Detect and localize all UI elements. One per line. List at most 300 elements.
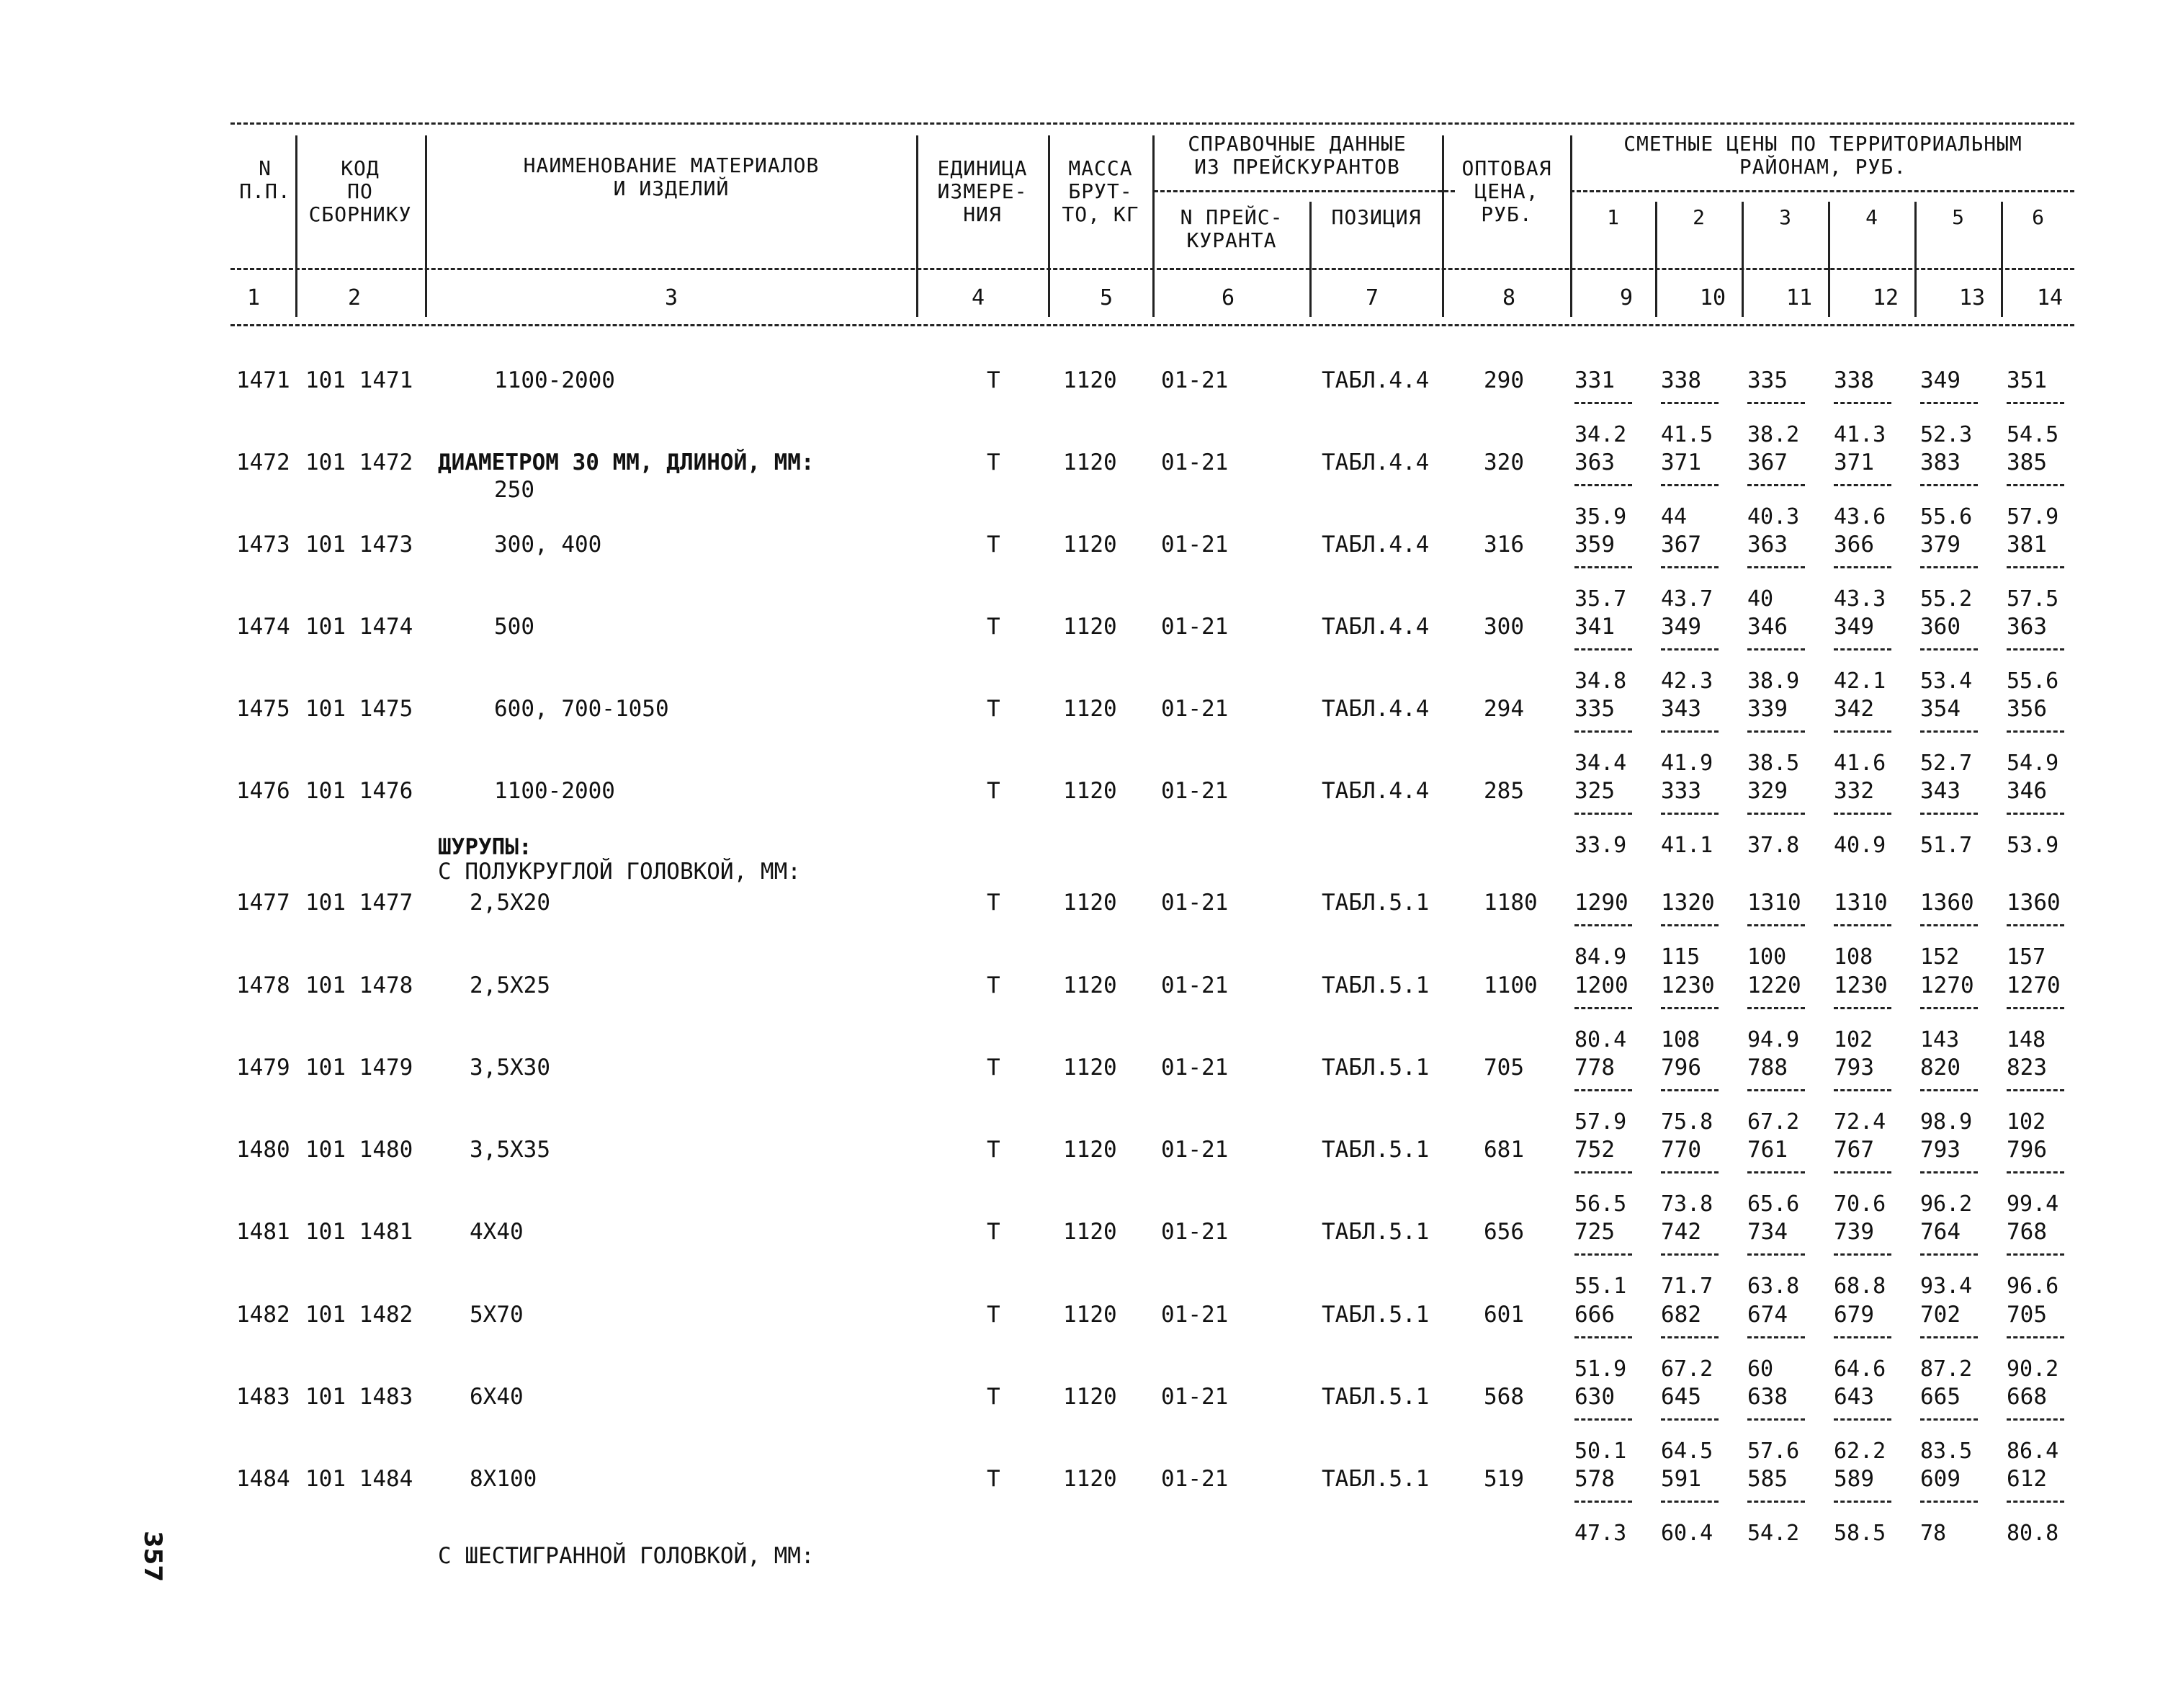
row-mass: 1120	[1063, 614, 1117, 640]
fraction-rule	[1661, 648, 1719, 650]
colnum: 5	[1099, 285, 1114, 310]
fraction-rule	[1661, 1501, 1719, 1503]
region-price-sub: 84.9	[1574, 944, 1627, 970]
ref-subheader-rule	[1154, 190, 1455, 192]
region-price-sub: 51.7	[1920, 833, 1973, 858]
region-price: 367	[1661, 532, 1701, 558]
region-price-sub: 56.5	[1574, 1191, 1627, 1217]
region-price: 1360	[1920, 890, 1974, 916]
region-price-sub: 55.1	[1574, 1274, 1627, 1299]
fraction-rule	[1747, 1336, 1805, 1338]
colnum: 8	[1502, 285, 1516, 310]
fraction-rule	[1747, 813, 1805, 815]
row-mass: 1120	[1063, 450, 1117, 475]
region-price-sub: 57.6	[1747, 1439, 1800, 1464]
region-price-sub: 34.4	[1574, 751, 1627, 776]
region-price: 349	[1920, 367, 1961, 393]
region-price: 1270	[1920, 973, 1974, 998]
region-price: 1320	[1661, 890, 1715, 916]
row-number: 1475	[236, 696, 290, 722]
row-position: ТАБЛ.5.1	[1322, 1137, 1430, 1163]
row-code: 101 1479	[305, 1055, 413, 1081]
fraction-rule	[2007, 730, 2064, 733]
region-price: 739	[1834, 1219, 1874, 1245]
region-price: 363	[2007, 614, 2047, 640]
row-wholesale-price: 1100	[1484, 973, 1538, 998]
fraction-rule	[1920, 924, 1978, 926]
fraction-rule	[2007, 1253, 2064, 1256]
region-price-sub: 37.8	[1747, 833, 1800, 858]
region-price: 638	[1747, 1384, 1788, 1410]
region-price: 734	[1747, 1219, 1788, 1245]
region-price-sub: 60	[1747, 1356, 1774, 1382]
row-pricelist: 01-21	[1161, 1219, 1229, 1245]
region-price-sub: 57.5	[2007, 586, 2059, 612]
region-price: 796	[1661, 1055, 1701, 1081]
row-pricelist: 01-21	[1161, 367, 1229, 393]
row-pricelist: 01-21	[1161, 450, 1229, 475]
region-price: 1270	[2007, 973, 2061, 998]
region-price: 585	[1747, 1466, 1788, 1492]
row-name: 3,5Х30	[470, 1055, 550, 1081]
row-mass: 1120	[1063, 532, 1117, 558]
region-price-sub: 152	[1920, 944, 1960, 970]
row-unit: Т	[987, 614, 1000, 640]
region-price: 793	[1834, 1055, 1874, 1081]
row-name: 5Х70	[470, 1302, 524, 1328]
region-price-sub: 102	[1834, 1027, 1873, 1052]
header-col-unit: ЕДИНИЦА ИЗМЕРЕ- НИЯ	[937, 156, 1028, 226]
region-price-sub: 54.2	[1747, 1521, 1800, 1546]
region-price-sub: 83.5	[1920, 1439, 1973, 1464]
row-name: 1100-2000	[494, 367, 615, 393]
row-unit: Т	[987, 973, 1000, 998]
fraction-rule	[1574, 1171, 1632, 1173]
fraction-rule	[1747, 924, 1805, 926]
colnum: 2	[347, 285, 362, 310]
header-top-rule	[230, 122, 2074, 125]
fraction-rule	[1834, 1089, 1891, 1091]
fraction-rule	[1661, 730, 1719, 733]
region-price-sub: 64.6	[1834, 1356, 1886, 1382]
fraction-rule	[1747, 402, 1805, 404]
fraction-rule	[1920, 1171, 1978, 1173]
region-price: 343	[1920, 778, 1961, 804]
region-price: 796	[2007, 1137, 2047, 1163]
region-price: 764	[1920, 1219, 1961, 1245]
region-price-sub: 143	[1920, 1027, 1960, 1052]
fraction-rule	[1574, 648, 1632, 650]
fraction-rule	[1920, 1089, 1978, 1091]
row-unit: Т	[987, 1219, 1000, 1245]
fraction-rule	[1920, 402, 1978, 404]
region-price-sub: 38.2	[1747, 422, 1800, 447]
region-price-sub: 54.9	[2007, 751, 2059, 776]
row-code: 101 1482	[305, 1302, 413, 1328]
region-price: 589	[1834, 1466, 1874, 1492]
fraction-rule	[1920, 1007, 1978, 1009]
fraction-rule	[1834, 484, 1891, 486]
row-code: 101 1480	[305, 1137, 413, 1163]
region-price-sub: 63.8	[1747, 1274, 1800, 1299]
fraction-rule	[1920, 566, 1978, 568]
region-price-sub: 34.8	[1574, 669, 1627, 694]
region-price: 333	[1661, 778, 1701, 804]
fraction-rule	[1661, 1089, 1719, 1091]
row-pricelist: 01-21	[1161, 1055, 1229, 1081]
region-price: 645	[1661, 1384, 1701, 1410]
region-price: 356	[2007, 696, 2047, 722]
row-wholesale-price: 705	[1484, 1055, 1524, 1081]
row-mass: 1120	[1063, 1055, 1117, 1081]
region-price-sub: 148	[2007, 1027, 2046, 1052]
region-price: 768	[2007, 1219, 2047, 1245]
fraction-rule	[1747, 484, 1805, 486]
row-number: 1483	[236, 1384, 290, 1410]
colnum: 12	[1872, 285, 1899, 310]
region-price-sub: 73.8	[1661, 1191, 1713, 1217]
region-price-sub: 40.9	[1834, 833, 1886, 858]
region-price: 668	[2007, 1384, 2047, 1410]
region-price-sub: 53.4	[1920, 669, 1973, 694]
fraction-rule	[1920, 1501, 1978, 1503]
row-position: ТАБЛ.5.1	[1322, 1384, 1430, 1410]
region-price-sub: 108	[1661, 1027, 1701, 1052]
fraction-rule	[1747, 1089, 1805, 1091]
region-price-sub: 42.1	[1834, 669, 1886, 694]
row-position: ТАБЛ.4.4	[1322, 532, 1430, 558]
row-mass: 1120	[1063, 973, 1117, 998]
region-price: 1230	[1661, 973, 1715, 998]
region-price: 329	[1747, 778, 1788, 804]
row-pricelist: 01-21	[1161, 1466, 1229, 1492]
region-price-sub: 87.2	[1920, 1356, 1973, 1382]
region-price: 332	[1834, 778, 1874, 804]
region-price: 609	[1920, 1466, 1961, 1492]
region-price: 820	[1920, 1055, 1961, 1081]
region-price: 793	[1920, 1137, 1961, 1163]
row-code: 101 1476	[305, 778, 413, 804]
fraction-rule	[2007, 1089, 2064, 1091]
region-price-sub: 47.3	[1574, 1521, 1627, 1546]
region-price: 1310	[1834, 890, 1888, 916]
row-wholesale-price: 656	[1484, 1219, 1524, 1245]
row-position: ТАБЛ.5.1	[1322, 1219, 1430, 1245]
region-price-sub: 68.8	[1834, 1274, 1886, 1299]
row-number: 1474	[236, 614, 290, 640]
region-price-sub: 57.9	[1574, 1109, 1627, 1135]
region-price-sub: 35.7	[1574, 586, 1627, 612]
region-price-sub: 96.2	[1920, 1191, 1973, 1217]
row-wholesale-price: 519	[1484, 1466, 1524, 1492]
row-unit: Т	[987, 890, 1000, 916]
fraction-rule	[1834, 1501, 1891, 1503]
header-price-group: СМЕТНЫЕ ЦЕНЫ ПО ТЕРРИТОРИАЛЬНЫМ РАЙОНАМ, РУБ.	[1623, 132, 2022, 179]
region-price-sub: 90.2	[2007, 1356, 2059, 1382]
region-price: 371	[1834, 450, 1874, 475]
colnum: 14	[2036, 285, 2064, 310]
row-mass: 1120	[1063, 1137, 1117, 1163]
fraction-rule	[1747, 1171, 1805, 1173]
fraction-rule	[2007, 1418, 2064, 1421]
region-2: 2	[1693, 205, 1706, 229]
region-price: 338	[1834, 367, 1874, 393]
row-pricelist: 01-21	[1161, 1302, 1229, 1328]
region-price: 379	[1920, 532, 1961, 558]
row-unit: Т	[987, 1302, 1000, 1328]
row-wholesale-price: 320	[1484, 450, 1524, 475]
colnum: 10	[1699, 285, 1726, 310]
region-price-sub: 44	[1661, 504, 1688, 529]
header-col-code: КОД ПО СБОРНИКУ	[308, 156, 412, 226]
fraction-rule	[1834, 402, 1891, 404]
region-price: 612	[2007, 1466, 2047, 1492]
region-price-sub: 64.5	[1661, 1439, 1713, 1464]
region-price-sub: 72.4	[1834, 1109, 1886, 1135]
row-number: 1473	[236, 532, 290, 558]
row-wholesale-price: 1180	[1484, 890, 1538, 916]
region-4: 4	[1865, 205, 1878, 229]
fraction-rule	[1920, 484, 1978, 486]
row-position: ТАБЛ.4.4	[1322, 614, 1430, 640]
region-price: 643	[1834, 1384, 1874, 1410]
row-pricelist: 01-21	[1161, 890, 1229, 916]
row-name: 2,5Х25	[470, 973, 550, 998]
row-code: 101 1473	[305, 532, 413, 558]
row-unit: Т	[987, 1055, 1000, 1081]
section-round-head: С ПОЛУКРУГЛОЙ ГОЛОВКОЙ, ММ:	[438, 859, 801, 885]
region-price-sub: 71.7	[1661, 1274, 1713, 1299]
region-price: 335	[1574, 696, 1615, 722]
row-number: 1480	[236, 1137, 290, 1163]
region-price-sub: 42.3	[1661, 669, 1713, 694]
region-price: 359	[1574, 532, 1615, 558]
row-code: 101 1477	[305, 890, 413, 916]
row-name: 3,5Х35	[470, 1137, 550, 1163]
region-price: 360	[1920, 614, 1961, 640]
header-col-mass: МАССА БРУТ- ТО, КГ	[1062, 156, 1139, 226]
region-price: 767	[1834, 1137, 1874, 1163]
fraction-rule	[1661, 566, 1719, 568]
region-price-sub: 52.7	[1920, 751, 1973, 776]
region-price-sub: 33.9	[1574, 833, 1627, 858]
row-name: 6Х40	[470, 1384, 524, 1410]
region-price: 725	[1574, 1219, 1615, 1245]
region-price-sub: 40	[1747, 586, 1774, 612]
fraction-rule	[1661, 813, 1719, 815]
row-name: 4Х40	[470, 1219, 524, 1245]
region-price-sub: 35.9	[1574, 504, 1627, 529]
row-code: 101 1478	[305, 973, 413, 998]
region-price-sub: 94.9	[1747, 1027, 1800, 1052]
row-mass: 1120	[1063, 890, 1117, 916]
fraction-rule	[2007, 1171, 2064, 1173]
header-col-position: ПОЗИЦИЯ	[1331, 205, 1422, 229]
region-price-sub: 98.9	[1920, 1109, 1973, 1135]
region-6: 6	[2032, 205, 2045, 229]
region-price-sub: 80.8	[2007, 1521, 2059, 1546]
row-pricelist: 01-21	[1161, 1384, 1229, 1410]
row-wholesale-price: 601	[1484, 1302, 1524, 1328]
fraction-rule	[1834, 1171, 1891, 1173]
fraction-rule	[2007, 566, 2064, 568]
page-number: 357	[138, 1531, 167, 1582]
row-name: 600, 700-1050	[494, 696, 669, 722]
fraction-rule	[1920, 1253, 1978, 1256]
region-price-sub: 55.2	[1920, 586, 1973, 612]
row-position: ТАБЛ.4.4	[1322, 450, 1430, 475]
row-number: 1477	[236, 890, 290, 916]
region-price-sub: 108	[1834, 944, 1873, 970]
fraction-rule	[2007, 1007, 2064, 1009]
row-pricelist: 01-21	[1161, 1137, 1229, 1163]
fraction-rule	[1834, 1418, 1891, 1421]
row-pricelist: 01-21	[1161, 696, 1229, 722]
row-position: ТАБЛ.5.1	[1322, 1055, 1430, 1081]
region-price-sub: 43.3	[1834, 586, 1886, 612]
row-wholesale-price: 294	[1484, 696, 1524, 722]
region-price: 674	[1747, 1302, 1788, 1328]
fraction-rule	[1747, 1418, 1805, 1421]
row-pricelist: 01-21	[1161, 778, 1229, 804]
region-price-sub: 60.4	[1661, 1521, 1713, 1546]
fraction-rule	[1661, 402, 1719, 404]
fraction-rule	[2007, 1501, 2064, 1503]
region-price-sub: 62.2	[1834, 1439, 1886, 1464]
header-col-pricelist: N ПРЕЙС- КУРАНТА	[1180, 205, 1283, 252]
fraction-rule	[1574, 484, 1632, 486]
region-price: 666	[1574, 1302, 1615, 1328]
fraction-rule	[1834, 1253, 1891, 1256]
row-unit: Т	[987, 1384, 1000, 1410]
row-pricelist: 01-21	[1161, 973, 1229, 998]
row-code: 101 1471	[305, 367, 413, 393]
row-wholesale-price: 290	[1484, 367, 1524, 393]
header-bottom-rule	[230, 324, 2074, 326]
row-code: 101 1481	[305, 1219, 413, 1245]
region-price-sub: 41.3	[1834, 422, 1886, 447]
region-price-sub: 86.4	[2007, 1439, 2059, 1464]
region-price-sub: 57.9	[2007, 504, 2059, 529]
fraction-rule	[1574, 813, 1632, 815]
region-price-sub: 99.4	[2007, 1191, 2059, 1217]
region-price-sub: 38.9	[1747, 669, 1800, 694]
region-price: 665	[1920, 1384, 1961, 1410]
region-price-sub: 41.9	[1661, 751, 1713, 776]
fraction-rule	[1747, 1501, 1805, 1503]
region-price: 1290	[1574, 890, 1628, 916]
colnum: 13	[1958, 285, 1986, 310]
region-price: 351	[2007, 367, 2047, 393]
region-price: 702	[1920, 1302, 1961, 1328]
row-unit: Т	[987, 1466, 1000, 1492]
row-wholesale-price: 568	[1484, 1384, 1524, 1410]
region-price-sub: 58.5	[1834, 1521, 1886, 1546]
row-name: ДИАМЕТРОМ 30 ММ, ДЛИНОЙ, ММ:	[438, 450, 815, 475]
region-price: 349	[1661, 614, 1701, 640]
header-col-name: НАИМЕНОВАНИЕ МАТЕРИАЛОВ И ИЗДЕЛИЙ	[523, 153, 820, 200]
region-price-sub: 80.4	[1574, 1027, 1627, 1052]
fraction-rule	[1920, 730, 1978, 733]
fraction-rule	[2007, 648, 2064, 650]
region-price: 363	[1747, 532, 1788, 558]
row-mass: 1120	[1063, 367, 1117, 393]
row-mass: 1120	[1063, 1302, 1117, 1328]
colnum: 4	[971, 285, 985, 310]
row-position: ТАБЛ.5.1	[1322, 1302, 1430, 1328]
header-col-wholesale: ОПТОВАЯ ЦЕНА, РУБ.	[1461, 156, 1552, 226]
row-position: ТАБЛ.5.1	[1322, 1466, 1430, 1492]
region-price-sub: 96.6	[2007, 1274, 2059, 1299]
row-unit: Т	[987, 778, 1000, 804]
row-code: 101 1475	[305, 696, 413, 722]
region-price: 363	[1574, 450, 1615, 475]
row-name-sub: 250	[494, 477, 534, 503]
fraction-rule	[1661, 1336, 1719, 1338]
region-5: 5	[1952, 205, 1965, 229]
row-name: 2,5Х20	[470, 890, 550, 916]
region-price: 354	[1920, 696, 1961, 722]
region-price-sub: 53.9	[2007, 833, 2059, 858]
region-3: 3	[1779, 205, 1792, 229]
region-price-sub: 65.6	[1747, 1191, 1800, 1217]
fraction-rule	[1834, 813, 1891, 815]
row-pricelist: 01-21	[1161, 532, 1229, 558]
fraction-rule	[1574, 1501, 1632, 1503]
row-name: 8Х100	[470, 1466, 537, 1492]
row-unit: Т	[987, 367, 1000, 393]
colnum: 11	[1786, 285, 1813, 310]
row-mass: 1120	[1063, 696, 1117, 722]
fraction-rule	[2007, 484, 2064, 486]
row-mass: 1120	[1063, 1384, 1117, 1410]
row-wholesale-price: 300	[1484, 614, 1524, 640]
colnum: 6	[1221, 285, 1235, 310]
region-price: 342	[1834, 696, 1874, 722]
fraction-rule	[1747, 1007, 1805, 1009]
fraction-rule	[1574, 1007, 1632, 1009]
region-price: 335	[1747, 367, 1788, 393]
region-price: 578	[1574, 1466, 1615, 1492]
region-price: 343	[1661, 696, 1701, 722]
region-price: 1310	[1747, 890, 1801, 916]
colnum: 7	[1365, 285, 1379, 310]
region-price-sub: 38.5	[1747, 751, 1800, 776]
row-name: 500	[494, 614, 534, 640]
region-price: 325	[1574, 778, 1615, 804]
fraction-rule	[1661, 924, 1719, 926]
row-code: 101 1483	[305, 1384, 413, 1410]
header-col-number: N П.П.	[239, 156, 291, 203]
region-price-sub: 51.9	[1574, 1356, 1627, 1382]
region-price: 682	[1661, 1302, 1701, 1328]
region-price: 1220	[1747, 973, 1801, 998]
row-position: ТАБЛ.5.1	[1322, 973, 1430, 998]
region-price-sub: 41.6	[1834, 751, 1886, 776]
row-number: 1476	[236, 778, 290, 804]
region-price: 341	[1574, 614, 1615, 640]
fraction-rule	[1574, 1253, 1632, 1256]
region-price: 823	[2007, 1055, 2047, 1081]
row-unit: Т	[987, 532, 1000, 558]
colnum: 9	[1619, 285, 1634, 310]
row-code: 101 1484	[305, 1466, 413, 1492]
region-price-sub: 78	[1920, 1521, 1947, 1546]
region-price: 705	[2007, 1302, 2047, 1328]
region-price: 679	[1834, 1302, 1874, 1328]
section-screws: ШУРУПЫ:	[438, 834, 532, 860]
region-price: 630	[1574, 1384, 1615, 1410]
